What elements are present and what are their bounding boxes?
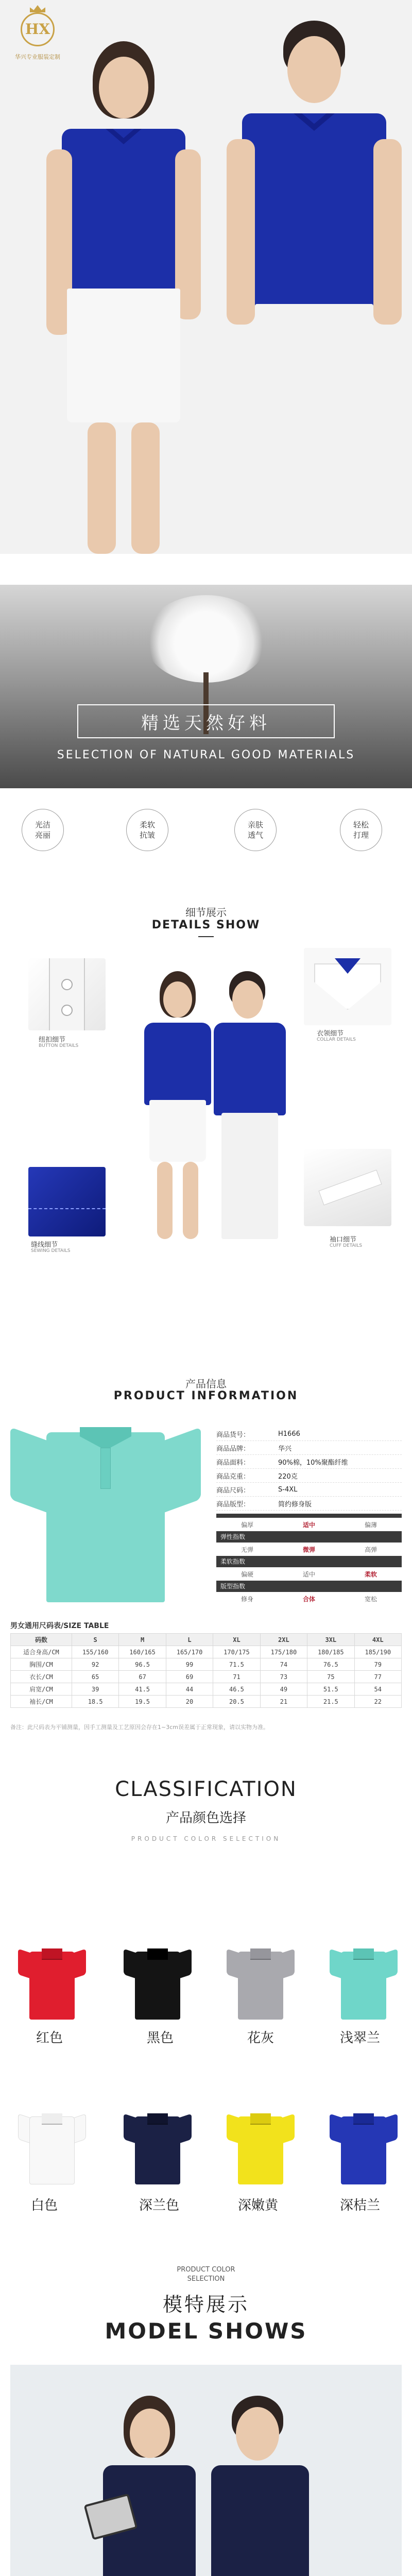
color-label-grey: 花灰 [247,2030,274,2046]
cotton-boll-icon [144,595,268,683]
button-icon [61,979,73,990]
detail-button-en: BUTTON DETAILS [39,1043,79,1048]
color-swatch-black[interactable] [124,1942,192,2020]
rating-elasticity-head: 弹性指数 [216,1531,402,1543]
rating-softness-head: 柔软指数 [216,1556,402,1567]
placket [100,1448,111,1489]
materials-title-box [77,704,335,738]
feature-glossy: 光洁 亮丽 [22,809,64,851]
color-swatch-light-green[interactable] [330,1942,398,2020]
size-table-note: 备注：此尺码表为平铺测量，因手工测量及工艺原因会存在1~3cm误差属于正常现象，请以实物为准。 [10,1724,269,1731]
color-swatch-yellow[interactable] [227,2107,295,2184]
color-label-light-green: 浅翠兰 [340,2030,381,2046]
size-row-sleeve: 袖长/CM 18.5 19.5 20 20.5 21 21.5 22 [11,1696,402,1708]
materials-section [0,554,412,899]
models-title-cn: 模特展示 [162,2293,249,2316]
color-label-navy: 深兰色 [139,2198,180,2213]
models-title-en: MODEL SHOWS [105,2318,307,2344]
rating-elasticity-options: 无弹 微弹 高弹 [241,1546,377,1553]
rating-thickness [216,1514,402,1518]
crown-icon [30,5,45,12]
details-models [131,971,291,1239]
color-swatch-red[interactable] [18,1942,86,2020]
detail-collar-label: 衣领细节 [317,1030,344,1038]
product-main-shirt [10,1422,201,1607]
details-section [0,899,412,1409]
color-label-red: 红色 [36,2030,63,2046]
size-row-length: 衣长/CM 65 67 69 71 73 75 77 [11,1671,402,1683]
models-small-line1: PRODUCT COLOR [177,2266,235,2274]
color-label-yellow: 深嫩黄 [238,2198,279,2213]
classification-title-cn: 产品颜色选择 [165,1810,246,1826]
details-divider [198,936,214,937]
classification-subtitle: PRODUCT COLOR SELECTION [131,1835,281,1842]
info-row-fit: 商品版型： 简约修身版 [216,1497,402,1511]
detail-sewing-label: 缝线细节 [31,1241,58,1249]
product-info-table [216,1427,402,1605]
info-row-weight: 商品克重： 220克 [216,1469,402,1483]
rating-fit-head: 版型指数 [216,1581,402,1592]
model-shows-section [0,2354,412,2576]
detail-cuff-photo[interactable] [304,1149,391,1226]
detail-cuff-en: CUFF DETAILS [330,1243,363,1248]
product-title-cn: 产品信息 [185,1378,227,1390]
rating-softness-options: 偏硬 适中 柔软 [241,1570,377,1578]
size-row-header: 码数 S M L XL 2XL 3XL 4XL [11,1634,402,1646]
classification-section [0,1777,412,2354]
size-table [10,1633,402,1708]
detail-collar-en: COLLAR DETAILS [317,1037,356,1042]
product-info-section [0,1417,412,1777]
details-title-en: DETAILS SHOW [151,919,261,931]
materials-title-cn: 精选天然好料 [141,713,271,734]
color-label-white: 白色 [31,2198,58,2213]
detail-button-label: 纽扣细节 [39,1036,66,1044]
detail-sewing-photo[interactable] [28,1167,106,1236]
feature-breathable: 亲肤 透气 [234,809,277,851]
detail-button-photo[interactable] [28,958,106,1030]
details-title-cn: 细节展示 [185,906,227,919]
color-swatch-grey[interactable] [227,1942,295,2020]
detail-sewing-en: SEWING DETAILS [31,1248,71,1253]
classification-title-en: CLASSIFICATION [115,1777,297,1801]
feature-easy-care: 轻松 打理 [340,809,382,851]
size-row-shoulder: 肩宽/CM 39 41.5 44 46.5 49 51.5 54 [11,1683,402,1696]
size-table-title: 男女通用尺码表/SIZE TABLE [10,1622,109,1630]
info-row-size: 商品尺码： S-4XL [216,1483,402,1497]
color-swatch-royal-blue[interactable] [330,2107,398,2184]
hero-banner [0,0,412,554]
detail-cuff-label: 袖口细节 [330,1236,357,1244]
rating-thickness-options: 偏厚 适中 偏薄 [241,1521,377,1529]
info-row-fabric: 商品面料： 90%棉，10%聚酯纤维 [216,1455,402,1469]
color-label-royal-blue: 深桔兰 [340,2198,381,2213]
size-row-height: 适合身高/CM 155/160 160/165 165/170 170/175 175/180 180/185 185/190 [11,1646,402,1658]
cotton-photo [0,585,412,788]
model-photo-navy-couple [10,2365,402,2576]
button-icon [61,1005,73,1016]
info-row-brand: 商品品牌： 华兴 [216,1441,402,1455]
models-small-line2: SELECTION [187,2275,225,2283]
logo-letters: HX [25,21,50,38]
size-table-wrap [10,1633,402,1708]
hero-model-man [206,21,412,554]
feature-soft: 柔软 抗皱 [126,809,168,851]
material-feature-list [0,809,412,866]
detail-collar-photo[interactable] [304,948,391,1025]
materials-title-en: SELECTION OF NATURAL GOOD MATERIALS [57,749,355,761]
rating-fit-options: 修身 合体 宽松 [241,1595,377,1603]
size-row-chest: 胸围/CM 92 96.5 99 71.5 74 76.5 79 [11,1658,402,1671]
logo-caption: 华兴专业服装定制 [15,54,60,60]
product-title-en: PRODUCT INFORMATION [113,1389,299,1402]
info-row-item-no: 商品货号： H1666 [216,1427,402,1441]
color-swatch-white[interactable] [18,2107,86,2184]
color-label-black: 黑色 [147,2030,174,2046]
hero-model-woman [31,41,216,554]
color-swatch-navy[interactable] [124,2107,192,2184]
